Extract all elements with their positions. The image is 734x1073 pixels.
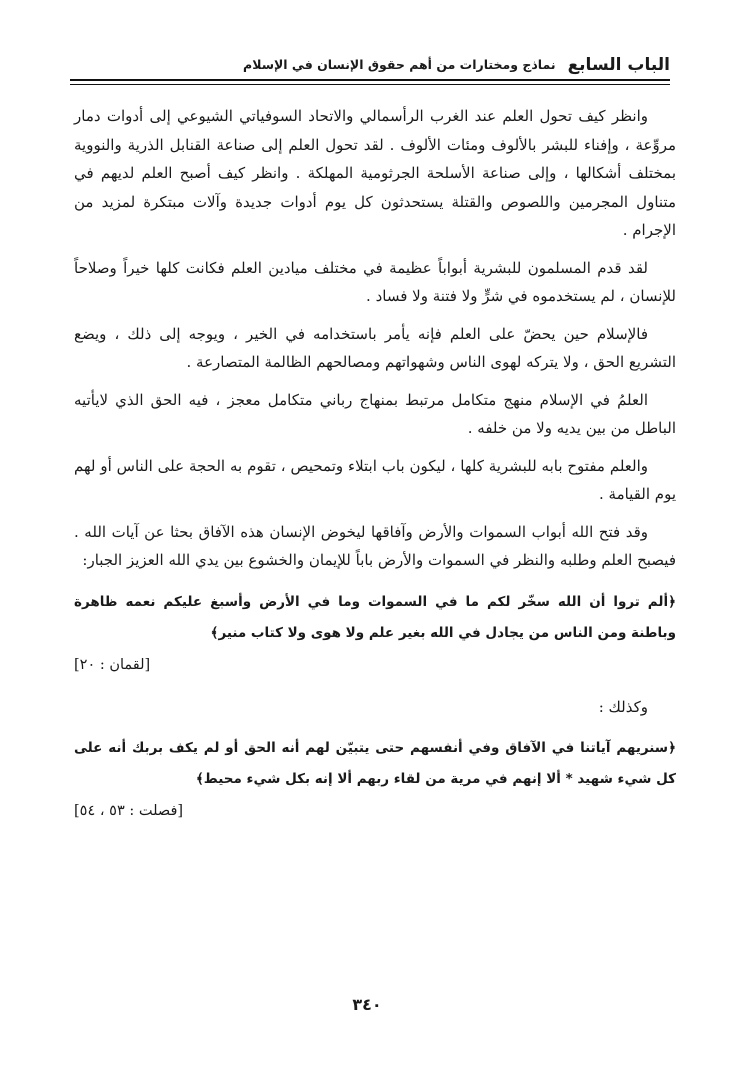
lead-in-text: وكذلك : — [598, 697, 648, 716]
quran-verse: ﴿سنريهم آياتنا في الآفاق وفي أنفسهم حتى يتبيّن لهم أنه الحق أو لم يكف بربك أنه على كل شيء شهيد * ألا إنهم في مرية من لقاء ربهم ألا إنه بكل شيء محيط﴾ — [74, 739, 676, 787]
verse-reference: [لقمان : ٢٠] — [74, 656, 151, 673]
running-title: نماذج ومختارات من أهم حقوق الإنسان في الإسلام — [243, 57, 556, 72]
paragraph: فالإسلام حين يحضّ على العلم فإنه يأمر باستخدامه في الخير ، ويوجه إلى ذلك ، ويضع التشريع الحق ، ولا يتركه لهوى الناس وشهواتهم ومصالحهم الظالمة المتصارعة . — [74, 324, 676, 371]
paragraph: العلمُ في الإسلام منهج متكامل مرتبط بمنهاج رباني متكامل معجز ، فيه الحق الذي لايأتيه الباطل من بين يديه ولا من خلفه . — [74, 390, 676, 437]
paragraph: وانظر كيف تحول العلم عند الغرب الرأسمالي والاتحاد السوفياتي الشيوعي إلى أدوات دمار مروِّعة ، وإفناء للبشر بالألوف ومئات الألوف . لقد تحول العلم إلى صناعة القنابل الذرية والنووية بمختلف أشكالها ، وإلى صناعة الأسلحة الجرثومية المهلكة . وانظر كيف أصبح العلم لديهم في متناول المجرمين واللصوص والقتلة يستحدثون كل يوم أدوات جديدة وآلات مبتكرة لمزيد من الإجرام . — [74, 107, 676, 239]
page-number: ٣٤٠ — [352, 995, 382, 1014]
running-header — [70, 42, 670, 76]
paragraph: لقد قدم المسلمون للبشرية أبواباً عظيمة في مختلف ميادين العلم فكانت كلها خيراً وصلاحاً للإنسان ، لم يستخدموه في شرٍّ ولا فتنة ولا فساد . — [74, 258, 676, 305]
header-rule-thick — [70, 79, 670, 81]
paragraph: والعلم مفتوح بابه للبشرية كلها ، ليكون باب ابتلاء وتمحيص ، تقوم به الحجة على الناس أو لهم يوم القيامة . — [74, 456, 676, 503]
chapter-title: الباب السابع — [567, 55, 670, 75]
quran-verse: ﴿ألم تروا أن الله سخّر لكم ما في السموات وما في الأرض وأسبغ عليكم نعمه ظاهرة وباطنة ومن الناس من يجادل في الله بغير علم ولا هوى ولا كتاب منير﴾ — [74, 593, 676, 641]
body-text — [74, 102, 676, 839]
header-rule-thin — [70, 84, 670, 85]
paragraph: وقد فتح الله أبواب السموات والأرض وآفاقها ليخوض الإنسان هذه الآفاق بحثا عن آيات الله . فيصبح العلم وطلبه والنظر في السموات والأرض باباً للإيمان والخشوع بين يدي الله العزيز الجبار: — [74, 522, 676, 569]
verse-reference: [فصلت : ٥٣ ، ٥٤] — [74, 802, 184, 819]
